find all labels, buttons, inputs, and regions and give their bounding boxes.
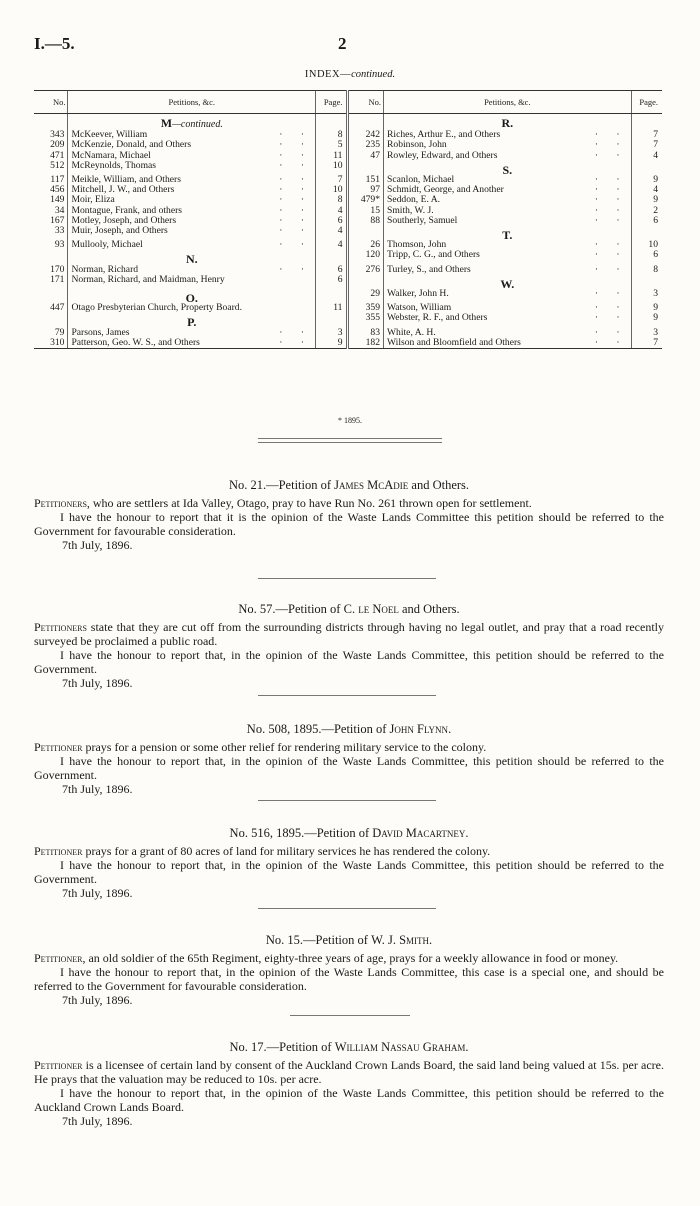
entry-name-text: White, A. H. — [387, 326, 436, 338]
index-entry-no: 93 — [54, 239, 65, 251]
entry-name-text: McKenzie, Donald, and Others — [71, 139, 192, 151]
committee-report: I have the honour to report that, in the opinion of the Waste Lands Committee, this petition should be referred to the Government. — [34, 858, 664, 886]
leader-dots: · · — [594, 239, 628, 251]
index-empty-cell — [34, 289, 68, 303]
leader-dots: · · — [594, 326, 628, 338]
entry-name-text: Wilson and Bloomfield and Others — [387, 336, 521, 348]
section-rule — [258, 695, 436, 696]
index-entry-page: 10 — [316, 185, 348, 195]
col-petitions-right: Petitions, &c. — [384, 91, 632, 114]
index-empty-cell — [316, 289, 348, 303]
petition-number: No. 57.—Petition of — [238, 602, 344, 616]
index-empty-cell — [631, 114, 662, 131]
entry-name-text: Scanlon, Michael — [387, 174, 455, 186]
index-letter-heading — [68, 114, 316, 131]
petition-title — [34, 826, 664, 840]
index-row — [34, 250, 662, 264]
index-entry-name — [68, 161, 316, 175]
petition-title-end: and Others. — [408, 478, 470, 492]
petitioner-name: John Flynn — [389, 722, 449, 736]
committee-report: I have the honour to report that, in the opinion of the Waste Lands Committee, this petition should be referred to the Government. — [34, 754, 664, 782]
index-empty-cell — [34, 250, 68, 264]
index-entry-name — [68, 226, 316, 240]
index-entry-no: 235 — [348, 140, 384, 150]
leader-dots: · · — [279, 225, 313, 237]
index-letter-heading: T. — [384, 226, 632, 240]
leader-dots: · · — [279, 159, 313, 171]
index-entry-page: 7 — [631, 140, 662, 150]
leader-dots: · · — [594, 302, 628, 314]
index-entry-page: 4 — [631, 151, 662, 161]
petition-text: an old soldier of the 65th Regiment, eighty-three years of age, prays for a weekly allowance in food or money. — [85, 951, 619, 965]
letter-mark: M — [160, 116, 173, 130]
petition-body — [34, 740, 664, 754]
petition-title — [34, 933, 664, 947]
index-entry-page: 3 — [631, 289, 662, 303]
entry-name-text: Meikle, William, and Others — [71, 174, 181, 186]
index-entry-no: 170 — [50, 263, 65, 275]
entry-name-text: Smith, W. J. — [387, 204, 434, 216]
entry-name-text: Walker, John H. — [387, 288, 449, 300]
index-entry-no: 209 — [50, 139, 65, 151]
index-header-row — [34, 91, 662, 114]
index-letter-heading: N. — [68, 250, 316, 264]
index-entry-page: 3 — [631, 328, 662, 338]
entry-name-text: Thomson, John — [387, 239, 447, 251]
leader-dots: · · — [594, 174, 628, 186]
report-date: 7th July, 1896. — [62, 782, 133, 796]
section-rule — [258, 578, 436, 579]
petition-title — [34, 722, 664, 736]
entry-name-text: Rowley, Edward, and Others — [387, 149, 498, 161]
petition — [34, 826, 664, 900]
index-entry-page: 9 — [631, 175, 662, 185]
index-entry-name — [384, 216, 632, 226]
entry-name-text: Norman, Richard — [71, 263, 139, 275]
entry-name-text: Parsons, James — [71, 326, 130, 338]
index-row — [34, 289, 662, 303]
entry-name-text: Watson, William — [387, 302, 452, 314]
index-empty-cell — [34, 313, 68, 327]
entry-name-text: Motley, Joseph, and Others — [71, 214, 177, 226]
index-entry-no: 79 — [54, 326, 65, 338]
entry-name-text: Tripp, C. G., and Others — [387, 249, 480, 261]
petition-text: who are settlers at Ida Valley, Otago, pray to have Run No. 261 thrown open for settlement. — [89, 496, 532, 510]
leader-dots: · · — [279, 129, 313, 141]
petitioner-name: James McAdie — [334, 478, 409, 492]
committee-report: I have the honour to report that it is the opinion of the Waste Lands Committee this petition should be referred to the Government for favourable consideration. — [34, 510, 664, 538]
index-letter-heading: P. — [68, 313, 316, 327]
petition-number: No. 17.—Petition of — [229, 1040, 335, 1054]
index-footnote: * 1895. — [338, 416, 362, 425]
col-page-right: Page. — [631, 91, 662, 114]
index-row — [34, 185, 662, 195]
petitioner-name: C. le Noel — [343, 602, 399, 616]
index-entry-no: 171 — [50, 273, 65, 285]
index-entry-page: 6 — [316, 275, 348, 289]
entry-name-text: Mitchell, J. W., and Others — [71, 184, 175, 196]
index-entry-no: 149 — [50, 194, 65, 206]
petition-body — [34, 844, 664, 858]
index-entry-no: 447 — [50, 302, 65, 314]
petition-number: No. 15.—Petition of — [265, 933, 372, 947]
index-letter-heading: W. — [384, 275, 632, 289]
index-entry-page: 8 — [316, 195, 348, 205]
entry-name-text: Muir, Joseph, and Others — [71, 225, 168, 237]
leader-dots: · · — [279, 239, 313, 251]
index-empty-cell — [34, 114, 68, 131]
index-entry-page: 6 — [316, 216, 348, 226]
entry-name-text: Norman, Richard, and Maidman, Henry — [71, 273, 225, 285]
report-date: 7th July, 1896. — [62, 886, 133, 900]
index-entry-no: 343 — [50, 129, 65, 141]
leader-dots: · · — [594, 288, 628, 300]
index-letter-heading: S. — [384, 161, 632, 175]
index-entry-page: 4 — [316, 240, 348, 250]
col-page-left: Page. — [316, 91, 348, 114]
petition-number: No. 21.—Petition of — [228, 478, 335, 492]
entry-name-text: Moir, Eliza — [71, 194, 115, 206]
index-row — [34, 275, 662, 289]
index-entry-no: 479* — [348, 195, 384, 205]
petition — [34, 602, 664, 690]
index-entry-page: 7 — [631, 338, 662, 349]
index-entry-no: 47 — [348, 151, 384, 161]
petition-body — [34, 951, 664, 965]
petition-title-end: and Others. — [398, 602, 460, 616]
index-letter-heading: R. — [384, 114, 632, 131]
petitioner-name: William Nassau Graham — [334, 1040, 466, 1054]
index-entry-name — [68, 240, 316, 250]
leader-dots: · · — [279, 326, 313, 338]
index-entry-no: 117 — [50, 174, 65, 186]
entry-name-text: Riches, Arthur E., and Others — [387, 129, 501, 141]
index-entry-name — [68, 275, 316, 289]
index-entry-no: 97 — [348, 185, 384, 195]
petition-text: prays for a pension or some other relief for rendering military service to the colony. — [82, 740, 487, 754]
index-entry-page: 9 — [631, 195, 662, 205]
leader-dots: · · — [279, 336, 313, 348]
index-entry-no: 310 — [34, 338, 68, 349]
index-entry-page: 9 — [316, 338, 348, 349]
index-empty-cell — [348, 275, 384, 289]
index-entry-no: 182 — [348, 338, 384, 349]
index-entry-page: 11 — [316, 151, 348, 161]
index-entry-page: 10 — [316, 161, 348, 175]
petition — [34, 478, 664, 552]
index-empty-cell — [348, 226, 384, 240]
report-date: 7th July, 1896. — [62, 538, 133, 552]
leader-dots: · · — [279, 149, 313, 161]
index-entry-no: 120 — [348, 250, 384, 264]
index-entry-no: 26 — [348, 240, 384, 250]
leader-dots: · · — [279, 263, 313, 275]
index-entry-no: 34 — [54, 204, 65, 216]
entry-name-text: Turley, S., and Others — [387, 263, 471, 275]
leader-dots: · · — [594, 249, 628, 261]
entry-name-text: McNamara, Michael — [71, 149, 151, 161]
index-entry-no: 88 — [348, 216, 384, 226]
index-row — [34, 303, 662, 313]
petition-title — [34, 478, 664, 492]
leader-dots: · · — [279, 194, 313, 206]
index-empty-cell — [316, 313, 348, 327]
petition-lead: Petitioners — [34, 620, 87, 634]
report-date: 7th July, 1896. — [62, 676, 133, 690]
index-entry-page: 7 — [631, 130, 662, 140]
petition-lead: Petitioners, — [34, 496, 90, 510]
index-entry-no: 242 — [348, 130, 384, 140]
index-title: INDEX—continued. — [304, 69, 396, 80]
index-entry-no: 355 — [348, 313, 384, 327]
leader-dots: · · — [594, 184, 628, 196]
leader-dots: · · — [594, 336, 628, 348]
petition-number: No. 516, 1895.—Petition of — [229, 826, 373, 840]
index-entry-no: 15 — [348, 206, 384, 216]
document-reference: I.—5. — [34, 34, 75, 53]
entry-name-text: Patterson, Geo. W. S., and Others — [71, 336, 200, 348]
col-petitions-left: Petitions, &c. — [68, 91, 316, 114]
leader-dots: · · — [594, 139, 628, 151]
index-entry-no: 151 — [348, 175, 384, 185]
entry-name-text: McReynolds, Thomas — [71, 159, 157, 171]
section-rule — [258, 800, 436, 801]
petition-text: state that they are cut off from the surrounding districts through having no legal outlet, and pray that a road recently surveyed be proclaimed a public road. — [34, 620, 664, 648]
index-entry-name — [384, 265, 632, 275]
index-entry-no: 167 — [50, 214, 65, 226]
entry-name-text: Montague, Frank, and others — [71, 204, 183, 216]
index-entry-name — [68, 338, 316, 349]
index-entry-name — [384, 313, 632, 327]
committee-report: I have the honour to report that, in the opinion of the Waste Lands Committee, this petition should be referred to the Government. — [34, 648, 664, 676]
petition-body — [34, 1058, 664, 1086]
index-row — [34, 161, 662, 175]
col-no-right: No. — [348, 91, 384, 114]
index-empty-cell — [316, 250, 348, 264]
entry-name-text: Robinson, John — [387, 139, 447, 151]
leader-dots: · · — [279, 214, 313, 226]
index-row — [34, 313, 662, 327]
petition-title-end: . — [465, 826, 469, 840]
petition — [34, 933, 664, 1007]
petition-lead: Petitioner, — [34, 951, 86, 965]
entry-name-text: Schmidt, George, and Another — [387, 184, 504, 196]
petition-body — [34, 496, 664, 510]
index-row — [34, 226, 662, 240]
index-entry-name — [384, 151, 632, 161]
col-no-left: No. — [34, 91, 68, 114]
leader-dots: · · — [279, 204, 313, 216]
index-entry-no: 512 — [50, 159, 65, 171]
leader-dots: · · — [594, 214, 628, 226]
index-entry-name — [384, 338, 632, 349]
leader-dots: · · — [594, 149, 628, 161]
index-entry-name — [384, 289, 632, 303]
committee-report: I have the honour to report that, in the opinion of the Waste Lands Committee, this case is a special one, and should be referred to the Government for favourable consideration. — [34, 965, 664, 993]
index-empty-cell — [631, 275, 662, 289]
index-empty-cell — [348, 114, 384, 131]
petition-title — [34, 1040, 664, 1054]
petition-lead: Petitioner — [34, 1058, 83, 1072]
section-rule — [258, 908, 436, 909]
petition-text: prays for a grant of 80 acres of land for military services he has rendered the colony. — [82, 844, 491, 858]
leader-dots: · · — [594, 263, 628, 275]
petition — [34, 722, 664, 796]
page-number: 2 — [338, 34, 347, 53]
petition-title-end: . — [465, 1040, 469, 1054]
index-entry-page: 6 — [631, 250, 662, 264]
leader-dots: · · — [594, 194, 628, 206]
petition-lead: Petitioner — [34, 844, 83, 858]
index-row — [34, 240, 662, 250]
entry-name-text: Seddon, E. A. — [387, 194, 441, 206]
committee-report: I have the honour to report that, in the opinion of the Waste Lands Committee, this petition should be referred to the Auckland Crown Lands Board. — [34, 1086, 664, 1114]
leader-dots: · · — [594, 312, 628, 324]
index-entry-name — [384, 250, 632, 264]
entry-name-text: Mullooly, Michael — [71, 239, 143, 251]
index-entry-page: 5 — [316, 140, 348, 150]
index-entry-page: 8 — [631, 265, 662, 275]
petitioner-name: W. J. Smith — [371, 933, 430, 947]
index-entry-page: 9 — [631, 303, 662, 313]
index-entry-no: 471 — [50, 149, 65, 161]
entry-name-text: McKeever, William — [71, 129, 148, 141]
index-entry-name — [68, 303, 316, 313]
report-date: 7th July, 1896. — [62, 993, 133, 1007]
index-table — [34, 90, 662, 349]
report-date: 7th July, 1896. — [62, 1114, 133, 1128]
index-entry-page: 6 — [631, 216, 662, 226]
leader-dots: · · — [594, 204, 628, 216]
entry-name-text: Webster, R. F., and Others — [387, 312, 488, 324]
index-entry-no: 83 — [348, 328, 384, 338]
petition — [34, 1040, 664, 1128]
entry-name-text: Otago Presbyterian Church, Property Board. — [71, 302, 242, 314]
index-entry-no: 456 — [50, 184, 65, 196]
index-entry-page: 7 — [316, 175, 348, 185]
petition-number: No. 508, 1895.—Petition of — [246, 722, 390, 736]
petition-body — [34, 620, 664, 648]
petition-text: is a licensee of certain land by consent of the Auckland Crown Lands Board, the said land being valued at 15s. per acre. He prays that the valuation may be reduced to 10s. per acre. — [34, 1058, 664, 1086]
index-letter-heading: O. — [68, 289, 316, 303]
index-entry-page: 11 — [316, 303, 348, 313]
index-entry-page: 4 — [631, 185, 662, 195]
leader-dots: · · — [279, 184, 313, 196]
leader-dots: · · — [279, 139, 313, 151]
section-divider — [258, 438, 442, 443]
index-entry-no: 276 — [348, 265, 384, 275]
letter-continued: —continued. — [172, 119, 223, 130]
index-row — [34, 114, 662, 131]
index-entry-no: 359 — [348, 303, 384, 313]
index-entry-page: 9 — [631, 313, 662, 327]
petitioner-name: David Macartney — [372, 826, 466, 840]
index-entry-page: 2 — [631, 206, 662, 216]
index-empty-cell — [631, 161, 662, 175]
index-entry-page: 8 — [316, 130, 348, 140]
index-entry-page: 10 — [631, 240, 662, 250]
index-entry-page: 4 — [316, 206, 348, 216]
index-entry-no: 33 — [54, 225, 65, 237]
index-row — [34, 338, 662, 349]
leader-dots: · · — [594, 129, 628, 141]
petition-title-end: . — [448, 722, 452, 736]
petition-title-end: . — [429, 933, 433, 947]
petition-lead: Petitioner — [34, 740, 83, 754]
index-entry-no: 29 — [348, 289, 384, 303]
index-entry-page: 6 — [316, 265, 348, 275]
section-rule — [290, 1015, 410, 1016]
index-empty-cell — [631, 226, 662, 240]
index-entry-page: 4 — [316, 226, 348, 240]
index-empty-cell — [316, 114, 348, 131]
index-empty-cell — [348, 161, 384, 175]
entry-name-text: Southerly, Samuel — [387, 214, 458, 226]
index-entry-page: 3 — [316, 328, 348, 338]
petition-title — [34, 602, 664, 616]
leader-dots: · · — [279, 174, 313, 186]
